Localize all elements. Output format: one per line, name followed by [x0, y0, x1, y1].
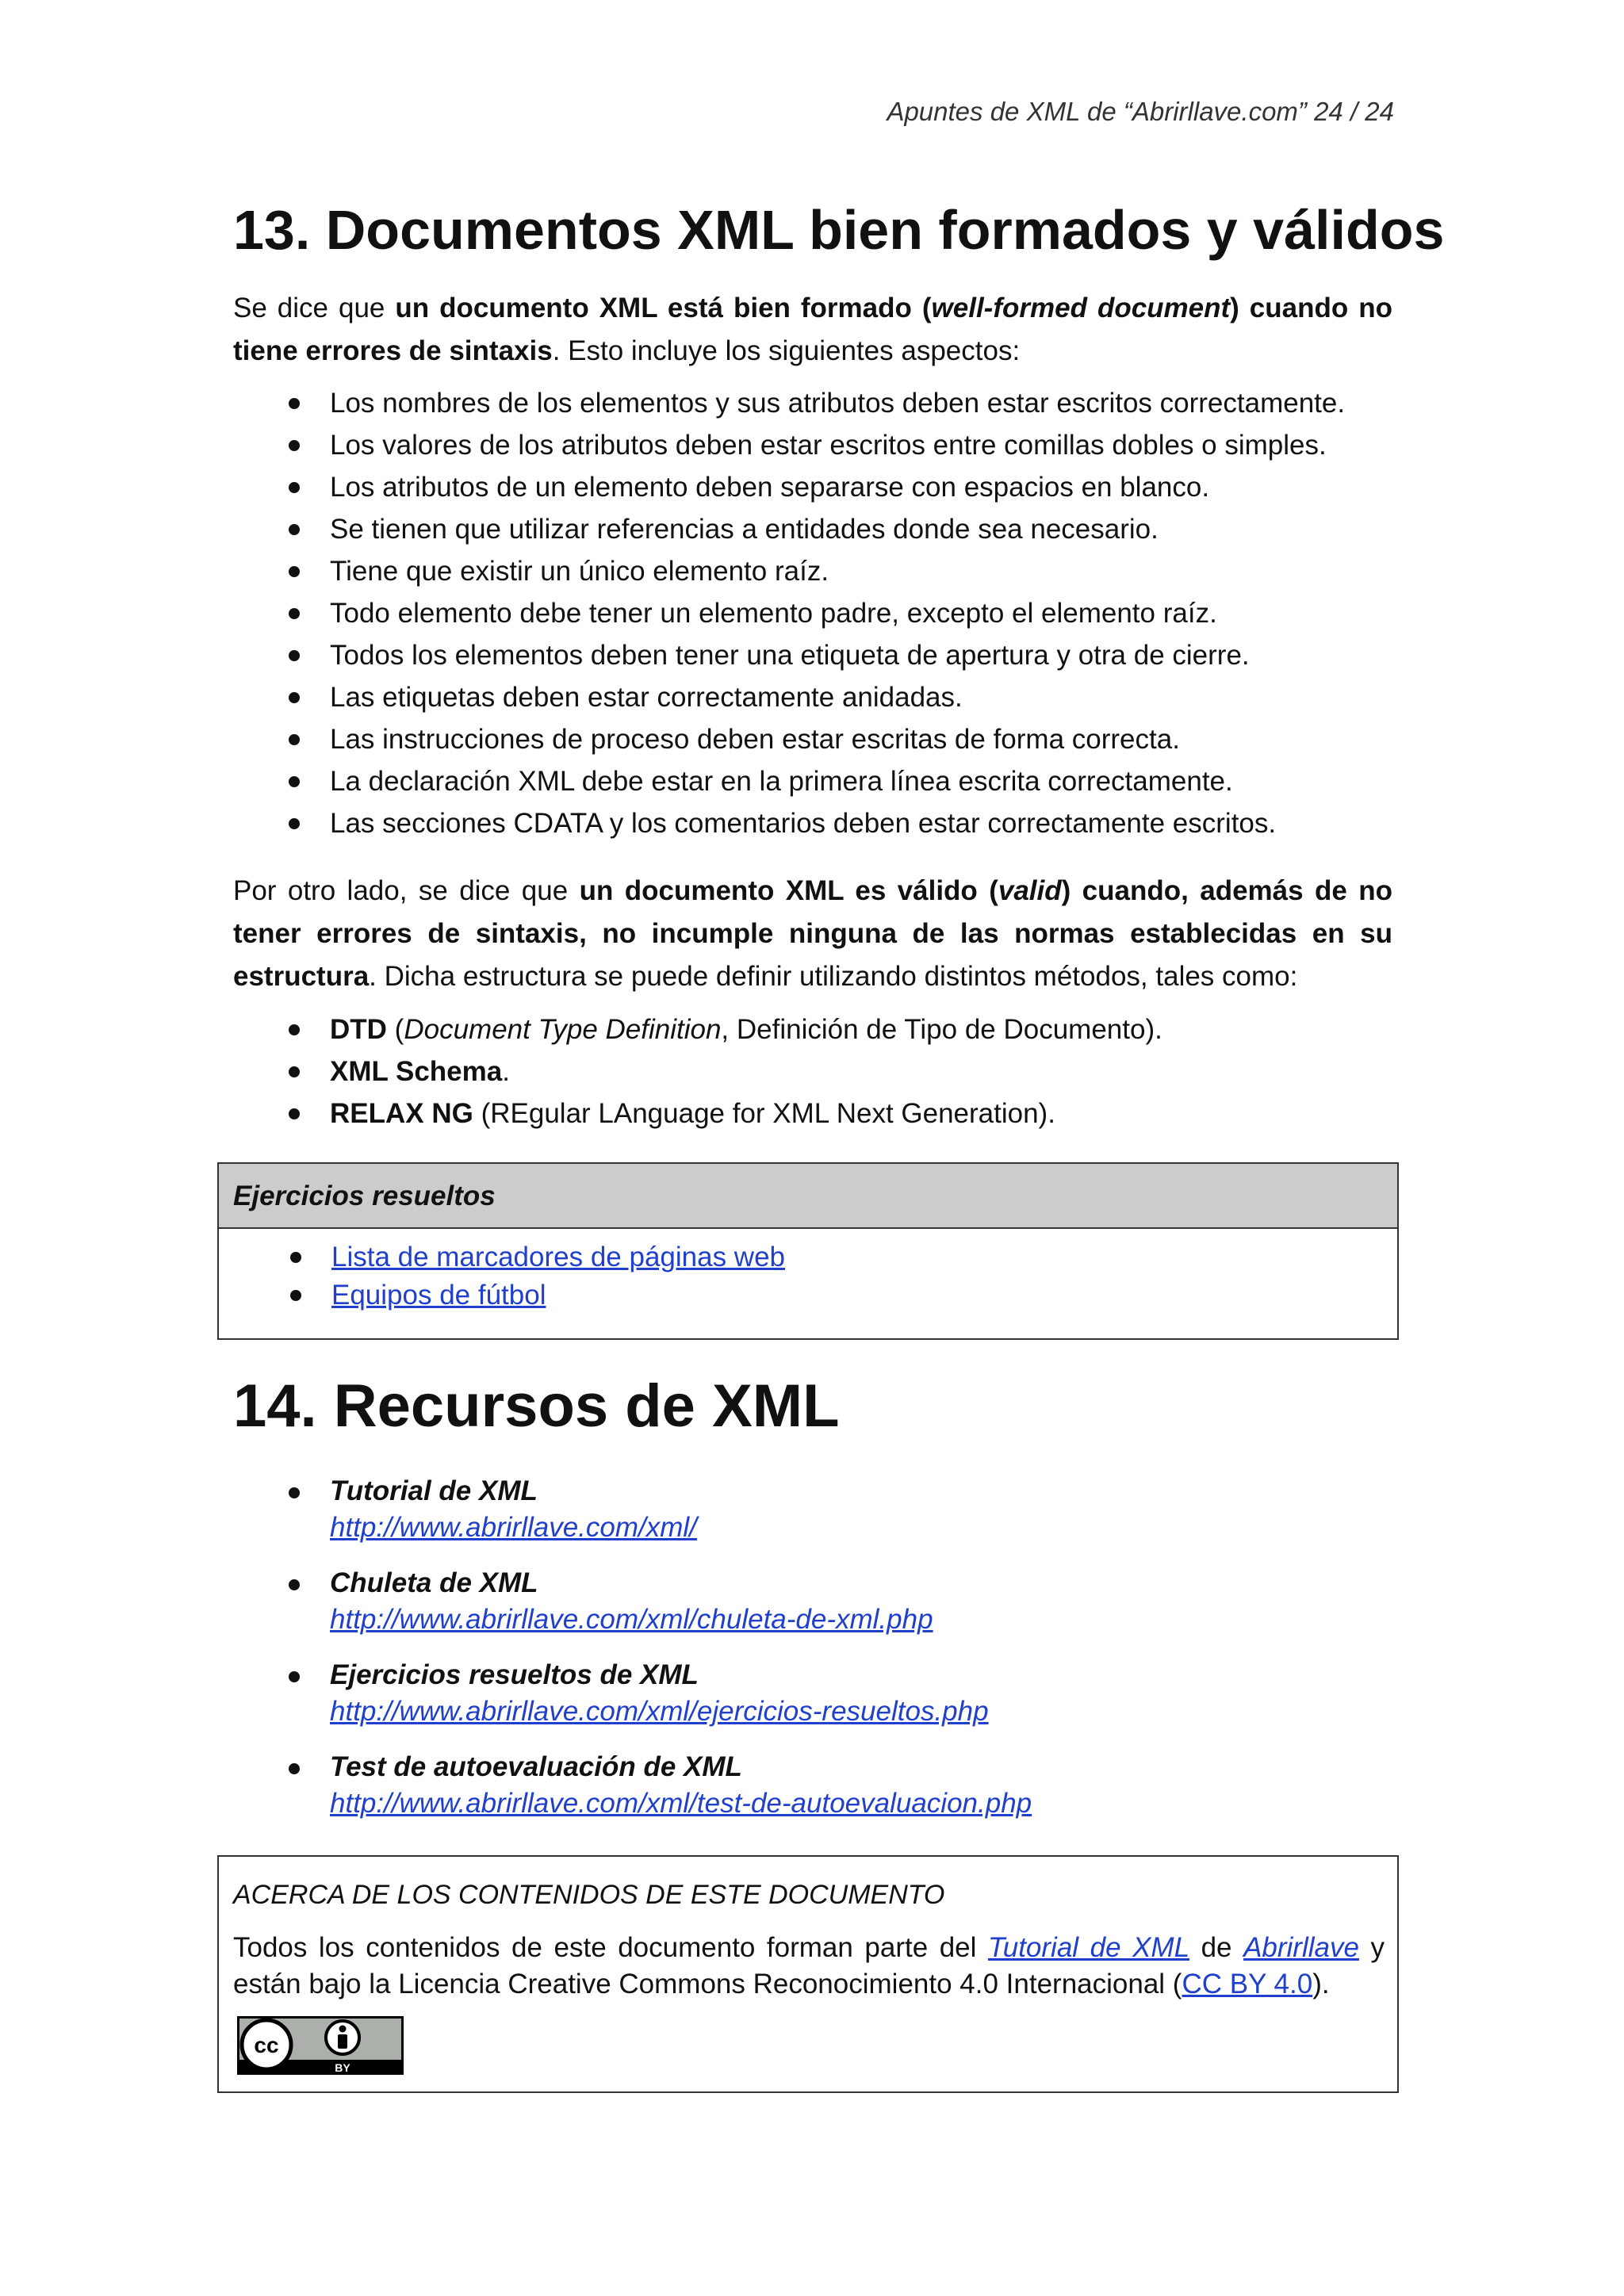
list-item: Las instrucciones de proceso deben estar escritas de forma correcta. [233, 718, 1345, 760]
list-item: Los nombres de los elementos y sus atributos deben estar escritos correctamente. [233, 382, 1345, 424]
list-item: XML Schema. [233, 1050, 1162, 1093]
valid-bold-2: ) cuando, además de no tener errores de sintaxis, no incumple ninguna de las normas establecidas en su estructura [233, 875, 1392, 992]
abrirllave-link[interactable]: Abrirllave [1243, 1932, 1359, 1963]
section-14-title: 14. Recursos de XML [233, 1372, 840, 1440]
bullet-icon [289, 818, 300, 829]
resource-link[interactable]: http://www.abrirllave.com/xml/test-de-autoevaluacion.php [330, 1788, 1032, 1819]
well-formed-aspects-list [233, 382, 1345, 844]
section-13-title: 13. Documentos XML bien formados y válidos [233, 199, 1445, 261]
bullet-icon [289, 1066, 300, 1077]
list-item [219, 1276, 1397, 1314]
about-title: ACERCA DE LOS CONTENIDOS DE ESTE DOCUMENTO [233, 1880, 945, 1910]
bullet-icon [289, 608, 300, 619]
bullet-icon [289, 734, 300, 745]
list-item [233, 1749, 1032, 1822]
list-item: RELAX NG (REgular LAnguage for XML Next Generation). [233, 1093, 1162, 1135]
resource-title: Tutorial de XML [330, 1475, 538, 1506]
bullet-icon [289, 776, 300, 787]
intro-bold-2: ) cuando no tiene errores de sintaxis [233, 293, 1393, 366]
resource-title: Test de autoevaluación de XML [330, 1751, 742, 1782]
bullet-icon [289, 692, 300, 703]
header-page-number: 24 / 24 [1314, 97, 1394, 126]
list-item [219, 1238, 1397, 1276]
about-contents-box [217, 1855, 1399, 2093]
intro-text-1: Se dice que [233, 293, 396, 323]
valid-text-2: . Dicha estructura se puede definir utilizando distintos métodos, tales como: [369, 961, 1298, 992]
list-item: Los atributos de un elemento deben separarse con espacios en blanco. [233, 466, 1345, 508]
bullet-icon [289, 398, 300, 409]
list-item [233, 1565, 1032, 1638]
header-title: Apuntes de XML de “Abrirllave.com” [887, 97, 1307, 126]
list-item: Las etiquetas deben estar correctamente anidadas. [233, 676, 1345, 718]
intro-bold-italic: well-formed document [931, 293, 1231, 323]
bullet-icon [289, 524, 300, 535]
bullet-icon [289, 566, 300, 577]
list-item: Todo elemento debe tener un elemento padre, excepto el elemento raíz. [233, 592, 1345, 634]
bullet-icon [289, 1487, 300, 1498]
exercise-link-bookmarks[interactable]: Lista de marcadores de páginas web [331, 1242, 786, 1272]
exercise-link-football-teams[interactable]: Equipos de fútbol [331, 1280, 546, 1311]
bullet-icon [290, 1290, 301, 1301]
bullet-icon [289, 1763, 300, 1774]
valid-document-paragraph [233, 870, 1392, 998]
page-header [887, 97, 1394, 127]
valid-bold-italic: valid [998, 875, 1062, 906]
resource-link[interactable]: http://www.abrirllave.com/xml/ [330, 1512, 697, 1543]
list-item: La declaración XML debe estar en la primera línea escrita correctamente. [233, 760, 1345, 802]
solved-exercises-links [219, 1229, 1397, 1314]
valid-text-1: Por otro lado, se dice que [233, 875, 580, 906]
resource-link[interactable]: http://www.abrirllave.com/xml/ejercicios-resueltos.php [330, 1696, 989, 1727]
list-item [233, 1657, 1032, 1730]
solved-exercises-box [217, 1162, 1399, 1340]
bullet-icon [289, 650, 300, 661]
resource-title: Chuleta de XML [330, 1567, 538, 1598]
cc-by-link[interactable]: CC BY 4.0 [1182, 1969, 1313, 1999]
list-item: Las secciones CDATA y los comentarios deben estar correctamente escritos. [233, 802, 1345, 844]
tutorial-xml-link[interactable]: Tutorial de XML [987, 1932, 1190, 1963]
list-item [233, 1473, 1032, 1546]
bullet-icon [289, 1671, 300, 1682]
resource-title: Ejercicios resueltos de XML [330, 1659, 699, 1690]
xml-resources-list [233, 1473, 1032, 1841]
intro-bold-1: un documento XML está bien formado ( [395, 293, 932, 323]
bullet-icon [290, 1252, 301, 1263]
validation-methods-list [233, 1008, 1162, 1135]
intro-text-2: . Esto incluye los siguientes aspectos: [552, 335, 1021, 366]
list-item: Todos los elementos deben tener una etiqueta de apertura y otra de cierre. [233, 634, 1345, 676]
list-item: Tiene que existir un único elemento raíz. [233, 550, 1345, 592]
list-item: Se tienen que utilizar referencias a entidades donde sea necesario. [233, 508, 1345, 550]
resource-link[interactable]: http://www.abrirllave.com/xml/chuleta-de-xml.php [330, 1604, 933, 1635]
well-formed-intro [233, 287, 1392, 373]
cc-icon-text: cc [254, 2033, 279, 2057]
list-item: Los valores de los atributos deben estar escritos entre comillas dobles o simples. [233, 424, 1345, 466]
cc-by-license-badge[interactable] [236, 2015, 404, 2076]
valid-bold-1: un documento XML es válido ( [579, 875, 998, 906]
bullet-icon [289, 1579, 300, 1590]
bullet-icon [289, 1108, 300, 1119]
bullet-icon [289, 440, 300, 451]
bullet-icon [289, 1024, 300, 1035]
bullet-icon [289, 482, 300, 493]
about-text: Todos los contenidos de este documento forman parte del Tutorial de XML de Abrirllave y están bajo la Licencia Creative Commons Reconocimiento 4.0 Internacional (CC BY 4.0). [233, 1932, 1385, 1999]
solved-exercises-title: Ejercicios resueltos [219, 1164, 1397, 1229]
list-item: DTD (Document Type Definition, Definición de Tipo de Documento). [233, 1008, 1162, 1050]
by-label: BY [335, 2061, 350, 2074]
